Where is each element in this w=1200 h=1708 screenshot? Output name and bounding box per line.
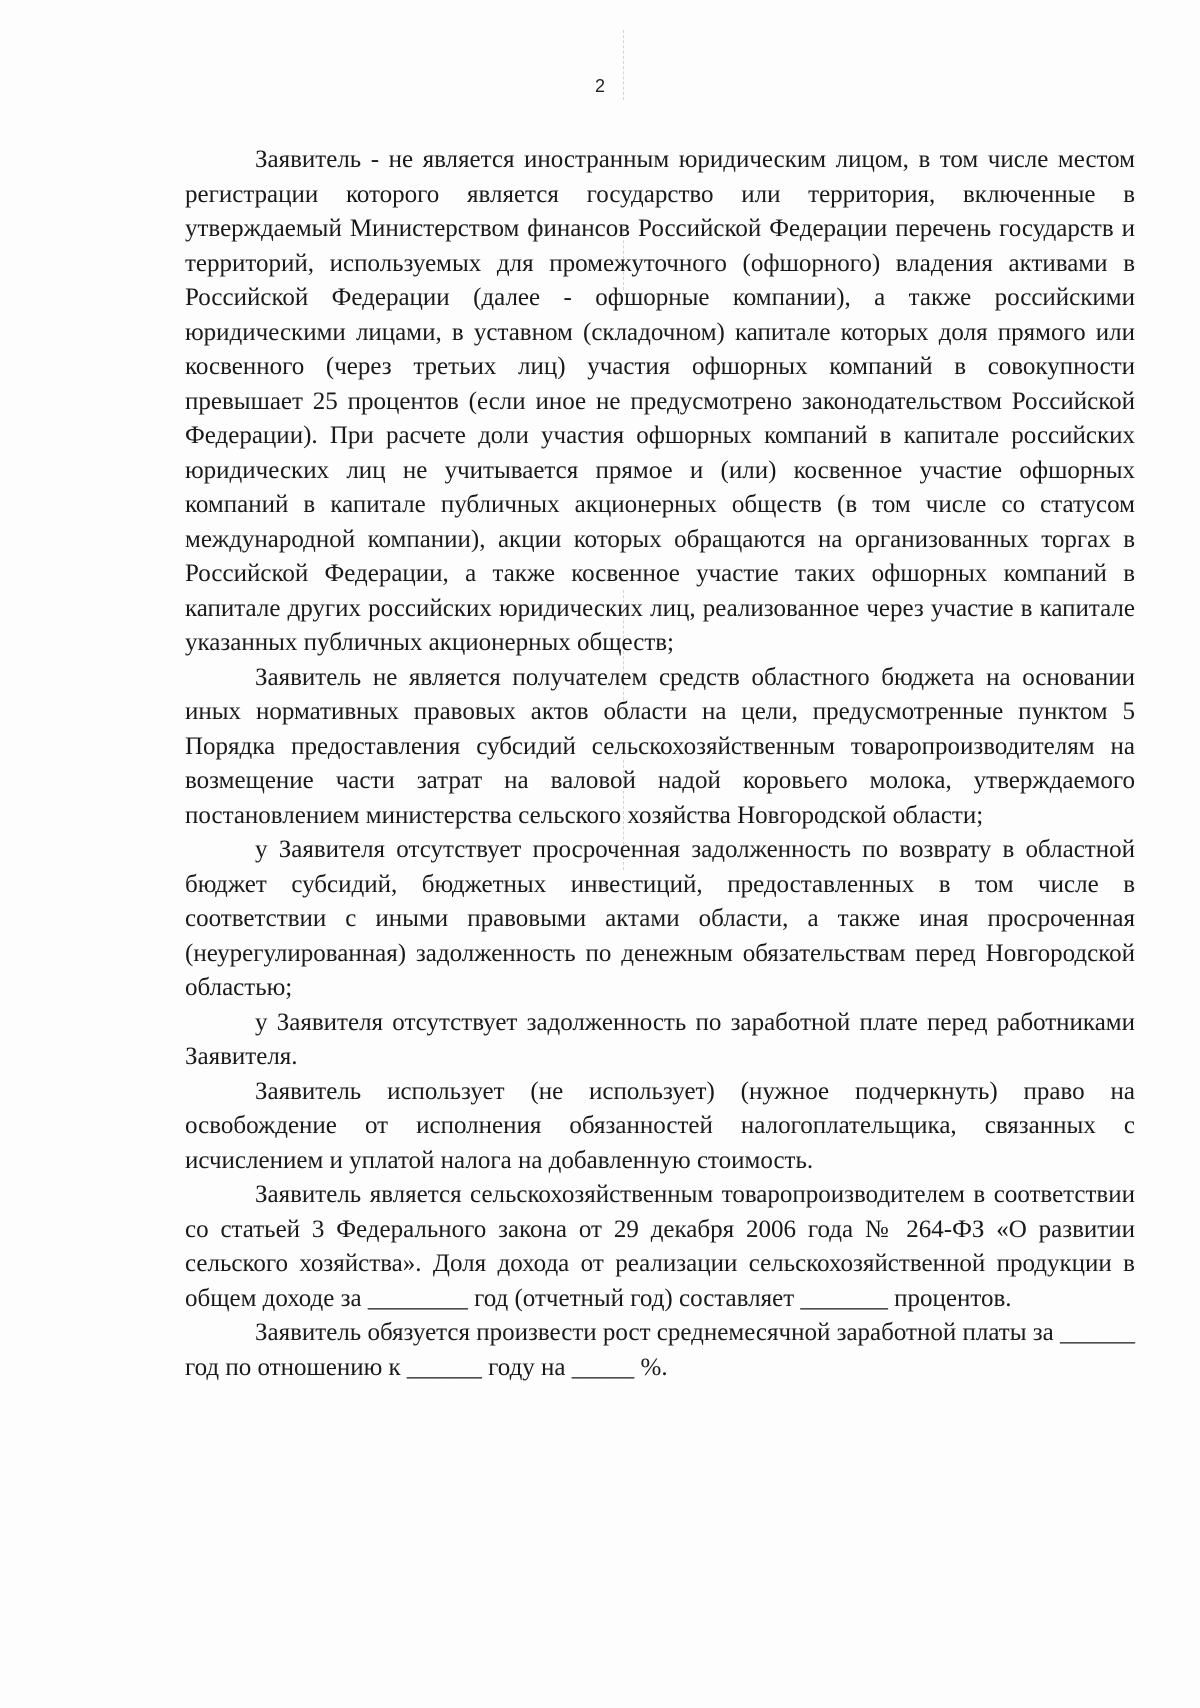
paragraph-overdue-debt: у Заявителя отсутствует просроченная задолженность по возврату в областной бюджет субсидий, бюджетных инвестиций, предоставленных в том числе в соответствии с иными правовыми актами области, а также иная просроченная (неурегулированная) задолженность по денежным обязательствам перед Новгородской областью; <box>185 836 1135 1001</box>
document-body <box>185 143 1135 1385</box>
page-number: 2 <box>594 76 605 96</box>
paragraph-agricultural-producer: Заявитель является сельскохозяйственным товаропроизводителем в соответствии со статьей 3 Федерального закона от 29 декабря 2006 года № 264-ФЗ «О развитии сельского хозяйства». Доля дохода от реализации сельскохозяйственной продукции в общем доходе за ________ год (отчетный год) составляет _______ процентов. <box>185 1181 1135 1312</box>
paragraph-salary-growth: Заявитель обязуется произвести рост среднемесячной заработной платы за ______ год по отношению к ______ году на _____ %. <box>185 1319 1135 1381</box>
paragraph-budget-recipient: Заявитель не является получателем средств областного бюджета на основании иных нормативных правовых актов области на цели, предусмотренные пунктом 5 Порядка предоставления субсидий сельскохозяйственным товаропроизводителям на возмещение части затрат на валовой надой коровьего молока, утверждаемого постановлением министерства сельского хозяйства Новгородской области; <box>185 663 1135 829</box>
paragraph-vat-exemption: Заявитель использует (не использует) (нужное подчеркнуть) право на освобождение от исполнения обязанностей налогоплательщика, связанных с исчислением и уплатой налога на добавленную стоимость. <box>185 1077 1135 1174</box>
paragraph-offshore-status: Заявитель - не является иностранным юридическим лицом, в том числе местом регистрации которого является государство или территория, включенные в утверждаемый Министерством финансов Российской Федерации перечень государств и территорий, используемых для промежуточного (офшорного) владения активами в Российской Федерации (далее - офшорные компании), а также российскими юридическими лицами, в уставном (складочном) капитале которых доля прямого или косвенного (через третьих лиц) участия офшорных компаний в совокупности превышает 25 процентов (если иное не предусмотрено законодательством Российской Федерации). При расчете доли участия офшорных компаний в капитале российских юридических лиц не учитывается прямое и (или) косвенное участие офшорных компаний в капитале публичных акционерных обществ (в том числе со статусом международной компании), акции которых обращаются на организованных торгах в Российской Федерации, а также косвенное участие таких офшорных компаний в капитале других российских юридических лиц, реализованное через участие в капитале указанных публичных акционерных обществ; <box>185 146 1135 656</box>
paragraph-salary-debt: у Заявителя отсутствует задолженность по заработной плате перед работниками Заявителя. <box>185 1008 1135 1070</box>
